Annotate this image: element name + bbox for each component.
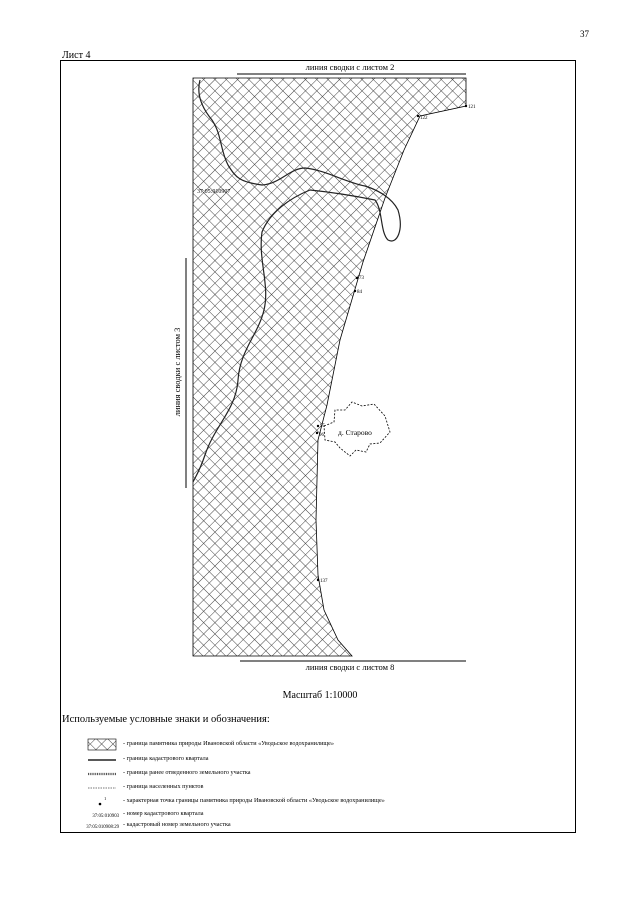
parcel-number-sample: 37:05:010908:29 (86, 825, 119, 830)
legend-item-quarter-boundary (62, 753, 562, 767)
bottom-junction-label: линия сводки с листом 8 (305, 662, 395, 672)
hatch-symbol (62, 738, 120, 752)
legend-text-settlement-boundary: - граница населенных пунктов (123, 783, 204, 790)
quarter-number-sample: 37:05:010903 (92, 814, 119, 819)
point-label-96: 96 (319, 433, 324, 438)
point-label-122: 122 (420, 116, 428, 121)
point-label-84: 84 (357, 290, 362, 295)
village-label: д. Старово (338, 428, 372, 437)
settlement-line-symbol (62, 781, 120, 795)
boundary-point-122 (417, 115, 419, 117)
point-label-137: 137 (320, 579, 328, 584)
point-symbol-label: 1 (104, 796, 107, 801)
boundary-point-84 (354, 290, 356, 292)
sheet-label: Лист 4 (62, 50, 91, 61)
quarter-line-symbol (62, 753, 120, 767)
boundary-point-137 (317, 579, 319, 581)
scale-label: Масштаб 1:10000 (282, 690, 358, 701)
legend-text-parcel-boundary: - граница ранее отведенного земельного участка (123, 769, 251, 776)
boundary-point-73 (356, 277, 358, 279)
left-junction-label: линия сводки с листом 3 (172, 327, 182, 417)
parcel-number-symbol (62, 819, 120, 833)
legend-item-parcel-boundary (62, 767, 562, 781)
legend-title: Используемые условные знаки и обозначения: (62, 714, 270, 725)
boundary-point-121 (465, 105, 467, 107)
protected-area-polygon (193, 78, 466, 656)
parcel-line-symbol (62, 767, 120, 781)
top-junction-label: линия сводки с листом 2 (305, 62, 395, 72)
legend-item-boundary-point (62, 795, 562, 809)
point-label-73: 73 (359, 276, 364, 281)
boundary-point-96 (316, 432, 318, 434)
legend-text-parcel-number: - кадастровый номер земельного участка (123, 821, 231, 828)
legend-item-protected-area (62, 738, 562, 752)
legend-text-quarter-number: - номер кадастрового квартала (123, 810, 204, 817)
page-number: 37 (580, 29, 589, 39)
legend-text-boundary-point: - характерная точка границы памятника природы Ивановской области «Уводьское водохранилище» (123, 797, 385, 804)
legend-text-quarter-boundary: - граница кадастрового квартала (123, 755, 209, 762)
legend-item-parcel-number (62, 819, 562, 833)
legend-text-protected-area: - граница памятника природы Ивановской области «Уводьское водохранилище» (123, 740, 334, 747)
point-label-121: 121 (468, 105, 476, 110)
quarter-number-label: 37:05:010907 (197, 189, 231, 195)
legend-item-settlement-boundary (62, 781, 562, 795)
boundary-point-95 (317, 425, 319, 427)
point-symbol (62, 795, 120, 809)
point-label-95: 95 (320, 424, 325, 429)
